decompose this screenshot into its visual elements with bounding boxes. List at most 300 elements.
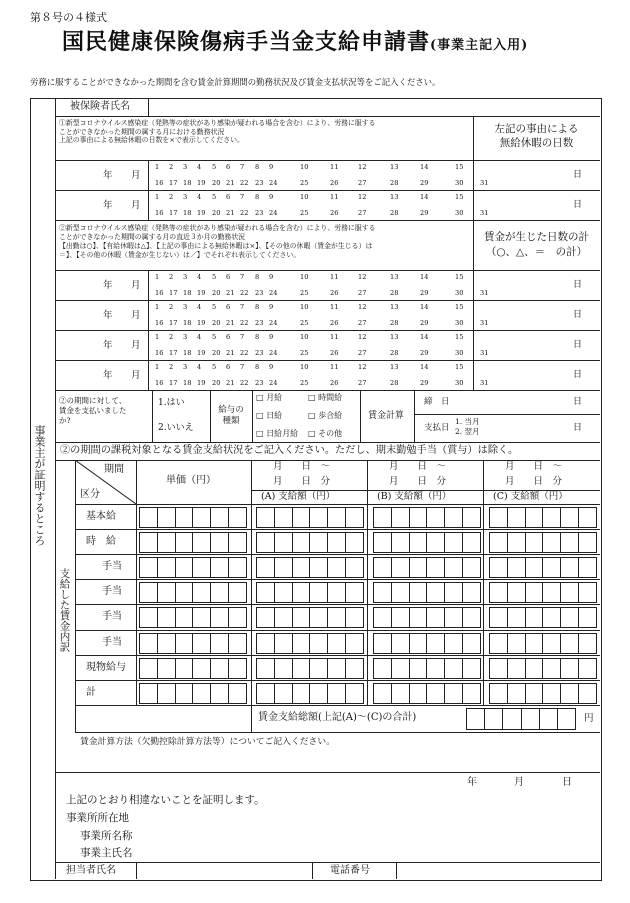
day-number[interactable]: 22	[240, 349, 249, 357]
day-number[interactable]: 25	[300, 319, 309, 327]
amount-field[interactable]	[489, 658, 597, 679]
day-number[interactable]: 26	[330, 289, 339, 297]
day-number[interactable]: 2	[169, 363, 174, 371]
day-number[interactable]: 21	[226, 349, 235, 357]
unit-price-field[interactable]	[139, 582, 247, 603]
date-month-label: 月	[514, 777, 524, 788]
pay-type-label-line: 種類	[222, 416, 240, 426]
day-number[interactable]: 3	[183, 333, 188, 341]
day-number[interactable]: 31	[480, 379, 489, 387]
amount-field[interactable]	[373, 633, 481, 654]
day-number[interactable]: 6	[226, 303, 231, 311]
day-number[interactable]: 12	[358, 193, 367, 201]
day-number[interactable]: 3	[183, 273, 188, 281]
month-label: 月	[131, 310, 141, 321]
day-number[interactable]: 8	[255, 273, 260, 281]
day-number[interactable]: 15	[455, 303, 464, 311]
day-number[interactable]: 21	[226, 179, 235, 187]
day-number[interactable]: 30	[455, 209, 464, 217]
day-number[interactable]: 2	[169, 163, 174, 171]
day-number[interactable]: 7	[240, 273, 245, 281]
day-number[interactable]: 4	[197, 303, 202, 311]
day-number[interactable]: 7	[240, 303, 245, 311]
amount-field[interactable]	[489, 557, 597, 578]
day-number[interactable]: 9	[269, 363, 274, 371]
day-number[interactable]: 13	[390, 363, 399, 371]
pay-day-this-month-option[interactable]: 1. 当月	[455, 417, 480, 426]
wage-calc-label: 賃金計算	[368, 411, 405, 421]
amount-field[interactable]	[256, 507, 364, 528]
day-number[interactable]: 26	[330, 379, 339, 387]
pay-day-options	[455, 417, 480, 437]
unit-price-field[interactable]	[139, 683, 247, 704]
amount-field[interactable]	[256, 633, 364, 654]
day-number[interactable]: 28	[390, 209, 399, 217]
day-number[interactable]: 18	[183, 349, 192, 357]
pay-type-commission-checkbox[interactable]: □ 歩合給	[308, 411, 343, 420]
day-number[interactable]: 17	[169, 319, 178, 327]
day-number[interactable]: 19	[197, 319, 206, 327]
day-number[interactable]: 11	[330, 273, 339, 281]
amount-field[interactable]	[489, 582, 597, 603]
day-number[interactable]: 25	[300, 379, 309, 387]
day-count-field[interactable]	[474, 361, 600, 390]
day-number[interactable]: 19	[197, 379, 206, 387]
day-number[interactable]: 9	[269, 333, 274, 341]
day-number[interactable]: 29	[420, 179, 429, 187]
amount-field[interactable]	[373, 507, 481, 528]
day-number[interactable]: 26	[330, 209, 339, 217]
date-year-label: 年	[467, 777, 477, 788]
day-number[interactable]: 12	[358, 333, 367, 341]
day-number[interactable]: 18	[183, 209, 192, 217]
day-number[interactable]: 24	[269, 209, 278, 217]
amount-field[interactable]	[489, 532, 597, 553]
amount-field[interactable]	[489, 607, 597, 628]
calc-method-field[interactable]	[75, 752, 600, 772]
day-number[interactable]: 6	[226, 163, 231, 171]
day-number[interactable]: 28	[390, 319, 399, 327]
year-label: 年	[103, 200, 113, 211]
day-number[interactable]: 1	[155, 193, 160, 201]
day-number[interactable]: 25	[300, 209, 309, 217]
day-number[interactable]: 14	[420, 303, 429, 311]
day-number[interactable]: 29	[420, 209, 429, 217]
payment-question-line: か?	[59, 416, 71, 425]
day-number[interactable]: 22	[240, 209, 249, 217]
day-count-field[interactable]	[474, 301, 600, 330]
day-number[interactable]: 24	[269, 289, 278, 297]
day-number[interactable]: 27	[358, 319, 367, 327]
day-number[interactable]: 10	[300, 193, 309, 201]
pay-day-unit: 日	[573, 423, 583, 433]
day-number[interactable]: 13	[390, 303, 399, 311]
amount-field[interactable]	[256, 658, 364, 679]
day-number[interactable]: 4	[197, 333, 202, 341]
day-number[interactable]: 18	[183, 289, 192, 297]
day-number[interactable]: 31	[480, 179, 489, 187]
day-number[interactable]: 31	[480, 289, 489, 297]
amount-field[interactable]	[373, 532, 481, 553]
day-number[interactable]: 31	[480, 209, 489, 217]
day-number[interactable]: 19	[197, 289, 206, 297]
day-number[interactable]: 25	[300, 289, 309, 297]
day-number[interactable]: 13	[390, 163, 399, 171]
day-number[interactable]: 12	[358, 273, 367, 281]
amount-field[interactable]	[256, 557, 364, 578]
year-label: 年	[103, 280, 113, 291]
day-number[interactable]: 24	[269, 179, 278, 187]
day-number[interactable]: 12	[358, 363, 367, 371]
day-number[interactable]: 1	[155, 303, 160, 311]
closing-day-unit: 日	[573, 397, 583, 407]
category-label: 区分	[80, 489, 100, 500]
period-from-label: 月 日 ～	[389, 461, 447, 472]
day-number[interactable]: 29	[420, 319, 429, 327]
day-number[interactable]: 24	[269, 379, 278, 387]
day-number[interactable]: 22	[240, 319, 249, 327]
office-address-label: 事業所所在地	[66, 812, 129, 824]
day-number[interactable]: 29	[420, 349, 429, 357]
amount-field[interactable]	[373, 658, 481, 679]
section2-right-header-line: （○、△、＝ の計）	[485, 246, 588, 258]
day-number[interactable]: 5	[212, 303, 217, 311]
day-number[interactable]: 6	[226, 333, 231, 341]
day-number[interactable]: 22	[240, 289, 249, 297]
pay-day-next-month-option[interactable]: 2. 翌月	[455, 427, 480, 436]
day-number[interactable]: 6	[226, 363, 231, 371]
day-number[interactable]: 9	[269, 163, 274, 171]
day-number[interactable]: 15	[455, 363, 464, 371]
day-number[interactable]: 21	[226, 289, 235, 297]
day-number[interactable]: 12	[358, 303, 367, 311]
phone-label: 電話番号	[330, 865, 370, 876]
payment-question	[59, 396, 127, 426]
section2-line: 【出勤は○】、【有給休暇は△】、【上記の事由による無給休暇は×】、【その他の休暇（賃金が生じる）は	[59, 242, 373, 250]
day-number[interactable]: 16	[155, 349, 164, 357]
payment-question-line: 賃金を支払いました	[59, 406, 127, 415]
payment-question-line: ②の期間に対して、	[59, 396, 127, 405]
day-number[interactable]: 27	[358, 209, 367, 217]
day-number[interactable]: 28	[390, 379, 399, 387]
day-number[interactable]: 11	[330, 193, 339, 201]
day-number[interactable]: 4	[197, 163, 202, 171]
day-count-field[interactable]	[474, 331, 600, 360]
day-number[interactable]: 14	[420, 363, 429, 371]
section1-line: ①新型コロナウイルス感染症（発熱等の症状があり感染が疑われる場合を含む）により、労務に服する	[59, 119, 376, 127]
wage-breakdown-vertical-label: 支給した賃金内訳	[58, 568, 71, 652]
day-number[interactable]: 15	[455, 273, 464, 281]
amount-field[interactable]	[373, 582, 481, 603]
day-count-unit: 日	[573, 280, 583, 290]
wage-section-header: ②の期間の課税対象となる賃金支給状況をご記入ください。ただし、期末勤勉手当（賞与）は除く。	[60, 445, 519, 456]
day-number[interactable]: 1	[155, 333, 160, 341]
day-count-field[interactable]	[474, 191, 600, 220]
form-number: 第８号の４様式	[30, 11, 107, 24]
day-number[interactable]: 16	[155, 289, 164, 297]
day-number[interactable]: 23	[255, 379, 264, 387]
day-number[interactable]: 2	[169, 303, 174, 311]
day-number[interactable]: 24	[269, 319, 278, 327]
pay-type-label	[210, 405, 252, 427]
instruction-text: 労務に服することができなかった期間を含む賃金計算期間の勤務状況及び賃金支払状況等をご記入ください。	[30, 77, 441, 87]
day-number[interactable]: 3	[183, 303, 188, 311]
day-number[interactable]: 17	[169, 379, 178, 387]
day-number[interactable]: 14	[420, 163, 429, 171]
pay-type-monthly-checkbox[interactable]: □ 月給	[256, 393, 283, 402]
day-count-unit: 日	[573, 170, 583, 180]
day-number[interactable]: 23	[255, 179, 264, 187]
amount-field[interactable]	[489, 683, 597, 704]
wage-row-label: 基本給	[86, 511, 116, 522]
date-day-label: 日	[562, 777, 572, 788]
section2-text	[59, 224, 376, 260]
day-number[interactable]: 13	[390, 333, 399, 341]
day-number[interactable]: 25	[300, 349, 309, 357]
period-from-label: 月 日 ～	[273, 461, 331, 472]
day-number[interactable]: 16	[155, 179, 164, 187]
day-number[interactable]: 30	[455, 289, 464, 297]
day-number[interactable]: 5	[212, 193, 217, 201]
day-number[interactable]: 16	[155, 379, 164, 387]
day-number[interactable]: 17	[169, 349, 178, 357]
day-number[interactable]: 14	[420, 273, 429, 281]
amount-field[interactable]	[256, 532, 364, 553]
day-number[interactable]: 8	[255, 303, 260, 311]
day-number[interactable]: 31	[480, 349, 489, 357]
amount-column-header: (B) 支給額（円）	[377, 491, 452, 502]
day-number[interactable]: 19	[197, 209, 206, 217]
amount-column-header: (C) 支給額（円）	[493, 491, 568, 502]
unit-price-label: 単価（円）	[166, 475, 216, 486]
section1-line: 上記の事由による無給休暇の日数を×で表示してください。	[59, 136, 244, 145]
amount-field[interactable]	[489, 633, 597, 654]
day-number[interactable]: 9	[269, 273, 274, 281]
day-number[interactable]: 24	[269, 349, 278, 357]
day-number[interactable]: 30	[455, 179, 464, 187]
day-number[interactable]: 17	[169, 289, 178, 297]
day-number[interactable]: 1	[155, 163, 160, 171]
section1-line: ことができなかった期間の属する月における勤務状況	[59, 127, 225, 136]
section2-right-header-line: 賃金が生じた日数の計	[484, 231, 589, 243]
day-number[interactable]: 15	[455, 193, 464, 201]
day-number[interactable]: 4	[197, 363, 202, 371]
day-number[interactable]: 11	[330, 333, 339, 341]
day-number[interactable]: 30	[455, 379, 464, 387]
day-number[interactable]: 22	[240, 379, 249, 387]
total-amount-unit: 円	[584, 713, 594, 724]
day-number[interactable]: 1	[155, 273, 160, 281]
day-number[interactable]: 14	[420, 333, 429, 341]
year-label: 年	[103, 340, 113, 351]
form-title-suffix: (事業主記入用)	[430, 38, 529, 53]
day-number[interactable]: 2	[169, 193, 174, 201]
day-number[interactable]: 30	[455, 319, 464, 327]
day-number[interactable]: 27	[358, 349, 367, 357]
day-number[interactable]: 5	[212, 333, 217, 341]
day-number[interactable]: 21	[226, 319, 235, 327]
day-number[interactable]: 21	[226, 209, 235, 217]
payment-no-option[interactable]: 2.いいえ	[158, 423, 194, 433]
day-number[interactable]: 26	[330, 319, 339, 327]
day-number[interactable]: 3	[183, 193, 188, 201]
day-number[interactable]: 16	[155, 209, 164, 217]
day-number[interactable]: 20	[212, 209, 221, 217]
day-number[interactable]: 23	[255, 289, 264, 297]
amount-field[interactable]	[373, 607, 481, 628]
payment-yes-option[interactable]: 1.はい	[158, 398, 185, 408]
day-number[interactable]: 8	[255, 193, 260, 201]
day-number[interactable]: 11	[330, 163, 339, 171]
day-number[interactable]: 7	[240, 333, 245, 341]
day-number[interactable]: 7	[240, 193, 245, 201]
office-name-label: 事業所名称	[80, 830, 133, 842]
pay-type-label-line: 給与の	[218, 405, 244, 415]
amount-column-header: (A) 支給額（円）	[261, 491, 336, 502]
day-number[interactable]: 17	[169, 209, 178, 217]
day-number[interactable]: 9	[269, 193, 274, 201]
insured-name-label: 被保険者氏名	[70, 101, 130, 112]
day-number[interactable]: 20	[212, 379, 221, 387]
day-number[interactable]: 18	[183, 179, 192, 187]
day-number[interactable]: 5	[212, 273, 217, 281]
unit-price-field[interactable]	[139, 507, 247, 528]
day-number[interactable]: 23	[255, 319, 264, 327]
day-number[interactable]: 20	[212, 179, 221, 187]
day-number[interactable]: 13	[390, 193, 399, 201]
day-number[interactable]: 2	[169, 333, 174, 341]
total-amount-label: 賃金支給総額(上記(A)～(C)の合計)	[258, 712, 417, 723]
day-number[interactable]: 13	[390, 273, 399, 281]
day-number[interactable]: 23	[255, 209, 264, 217]
day-number[interactable]: 20	[212, 289, 221, 297]
day-number[interactable]: 28	[390, 289, 399, 297]
day-number[interactable]: 11	[330, 363, 339, 371]
day-number[interactable]: 4	[197, 193, 202, 201]
day-number[interactable]: 25	[300, 179, 309, 187]
day-number[interactable]: 12	[358, 163, 367, 171]
day-number[interactable]: 3	[183, 363, 188, 371]
day-number[interactable]: 10	[300, 303, 309, 311]
unit-price-field[interactable]	[139, 607, 247, 628]
day-number[interactable]: 11	[330, 303, 339, 311]
amount-field[interactable]	[373, 557, 481, 578]
amount-field[interactable]	[373, 683, 481, 704]
person-in-charge-field[interactable]	[137, 863, 312, 879]
total-amount-field[interactable]	[466, 708, 576, 730]
period-to-label: 月 日 分	[389, 476, 447, 487]
day-number[interactable]: 1	[155, 363, 160, 371]
unit-price-field[interactable]	[139, 633, 247, 654]
day-number[interactable]: 19	[197, 349, 206, 357]
day-number[interactable]: 10	[300, 273, 309, 281]
day-number[interactable]: 10	[300, 363, 309, 371]
day-number[interactable]: 27	[358, 289, 367, 297]
day-number[interactable]: 6	[226, 193, 231, 201]
day-count-field[interactable]	[474, 161, 600, 190]
day-number[interactable]: 26	[330, 179, 339, 187]
day-number[interactable]: 26	[330, 349, 339, 357]
day-number[interactable]: 28	[390, 179, 399, 187]
day-number[interactable]: 17	[169, 179, 178, 187]
day-number[interactable]: 27	[358, 179, 367, 187]
form-title-main: 国民健康保険傷病手当金支給申請書	[62, 29, 431, 55]
day-number[interactable]: 23	[255, 349, 264, 357]
day-number[interactable]: 27	[358, 379, 367, 387]
day-number[interactable]: 14	[420, 193, 429, 201]
period-from-label: 月 日 ～	[505, 461, 563, 472]
owner-name-label: 事業主氏名	[80, 847, 133, 859]
day-number[interactable]: 31	[480, 319, 489, 327]
amount-field[interactable]	[489, 507, 597, 528]
day-number[interactable]: 28	[390, 349, 399, 357]
day-number[interactable]: 9	[269, 303, 274, 311]
day-number[interactable]: 4	[197, 273, 202, 281]
day-number[interactable]: 5	[212, 163, 217, 171]
pay-type-daily-monthly-checkbox[interactable]: □ 日給月給	[256, 429, 299, 438]
day-number[interactable]: 6	[226, 273, 231, 281]
day-number[interactable]: 15	[455, 163, 464, 171]
section2-line: ＝】、【その他の休暇（賃金が生じない）は／】でそれぞれ表示してください。	[59, 251, 301, 259]
closing-day-label: 締 日	[424, 397, 450, 407]
day-number[interactable]: 21	[226, 379, 235, 387]
day-number[interactable]: 5	[212, 363, 217, 371]
amount-field[interactable]	[256, 683, 364, 704]
day-number[interactable]: 19	[197, 179, 206, 187]
day-number[interactable]: 18	[183, 379, 192, 387]
amount-field[interactable]	[256, 607, 364, 628]
day-number[interactable]: 16	[155, 319, 164, 327]
day-number[interactable]: 8	[255, 363, 260, 371]
day-number[interactable]: 7	[240, 363, 245, 371]
section2-line: ことができなかった期間の属する月の直近３か月の勤務状況	[59, 233, 246, 241]
day-number[interactable]: 22	[240, 179, 249, 187]
unit-price-field[interactable]	[139, 532, 247, 553]
section1-right-header-line: 無給休暇の日数	[499, 137, 574, 149]
pay-type-daily-checkbox[interactable]: □ 日給	[256, 411, 283, 420]
section1-right-header-line: 左記の事由による	[494, 123, 579, 135]
day-number[interactable]: 29	[420, 379, 429, 387]
amount-field[interactable]	[256, 582, 364, 603]
day-number[interactable]: 2	[169, 273, 174, 281]
pay-day-label: 支払日	[424, 423, 450, 433]
phone-field[interactable]	[397, 863, 600, 879]
unit-price-field[interactable]	[139, 557, 247, 578]
day-number[interactable]: 10	[300, 333, 309, 341]
day-number[interactable]: 10	[300, 163, 309, 171]
unit-price-field[interactable]	[139, 658, 247, 679]
day-number[interactable]: 20	[212, 319, 221, 327]
pay-type-hourly-checkbox[interactable]: □ 時間給	[308, 393, 343, 402]
day-number[interactable]: 15	[455, 333, 464, 341]
day-number[interactable]: 8	[255, 163, 260, 171]
day-number[interactable]: 30	[455, 349, 464, 357]
section1-text	[59, 119, 376, 145]
wage-row-label: 時 給	[86, 536, 116, 548]
month-label: 月	[131, 370, 141, 381]
day-number[interactable]: 7	[240, 163, 245, 171]
day-number[interactable]: 18	[183, 319, 192, 327]
pay-type-other-checkbox[interactable]: □ その他	[308, 429, 343, 438]
period-to-label: 月 日 分	[505, 476, 563, 487]
day-count-field[interactable]	[474, 271, 600, 300]
month-label: 月	[131, 200, 141, 211]
day-number[interactable]: 29	[420, 289, 429, 297]
day-number[interactable]: 20	[212, 349, 221, 357]
day-number[interactable]: 8	[255, 333, 260, 341]
day-number[interactable]: 3	[183, 163, 188, 171]
section2-right-header	[473, 230, 600, 260]
